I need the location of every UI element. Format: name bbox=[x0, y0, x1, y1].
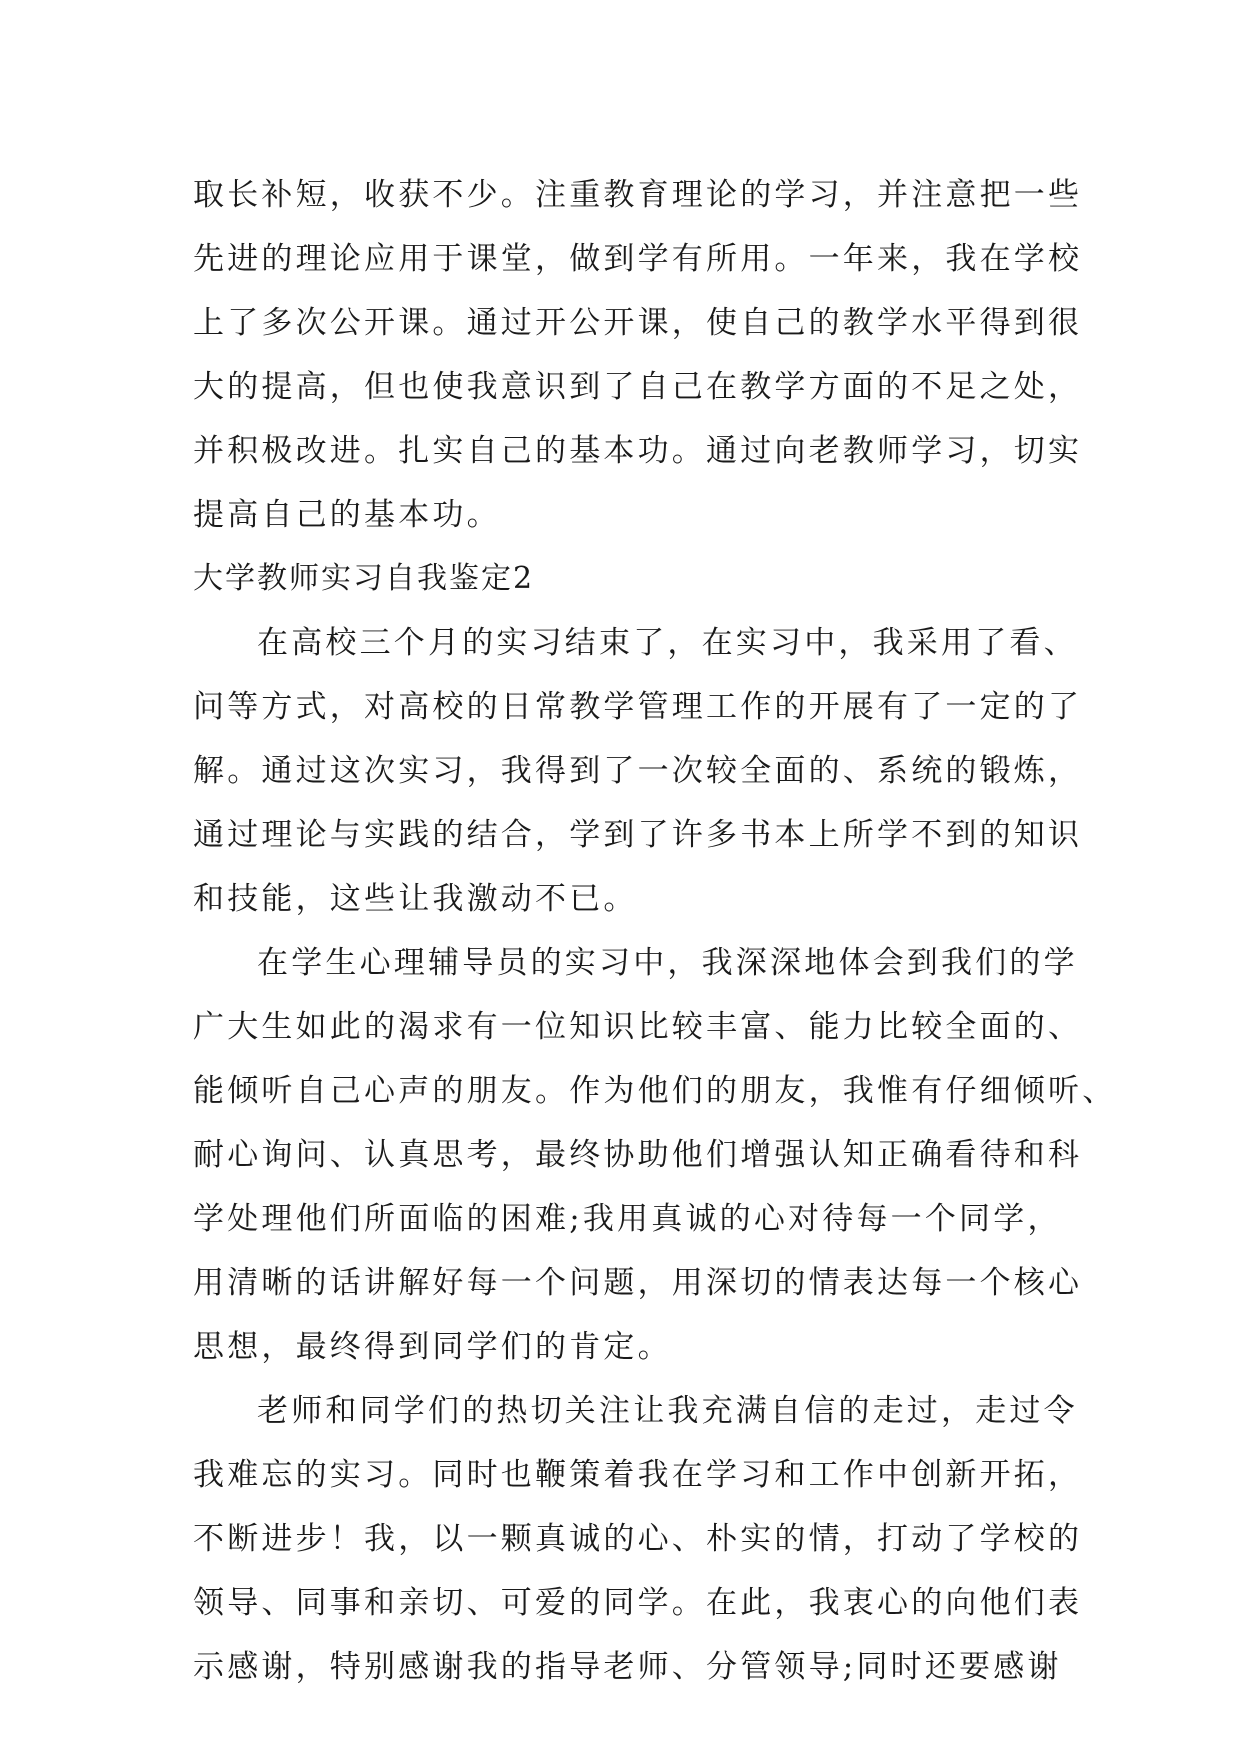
document-body bbox=[193, 163, 1117, 1699]
text-line: 大的提高，但也使我意识到了自己在教学方面的不足之处， bbox=[193, 369, 1083, 405]
text-line: 和技能，这些让我激动不已。 bbox=[193, 881, 638, 917]
text-line: 我难忘的实习。同时也鞭策着我在学习和工作中创新开拓， bbox=[193, 1457, 1083, 1493]
paragraph-2 bbox=[193, 931, 1117, 1379]
text-line: 上了多次公开课。通过开公开课，使自己的教学水平得到很 bbox=[193, 305, 1083, 341]
text-line: 并积极改进。扎实自己的基本功。通过向老教师学习，切实 bbox=[193, 433, 1083, 469]
text-line: 耐心询问、认真思考，最终协助他们增强认知正确看待和科 bbox=[193, 1137, 1083, 1173]
section-heading: 大学教师实习自我鉴定2 bbox=[193, 561, 535, 596]
paragraph-continued bbox=[193, 163, 1083, 547]
text-line: 提高自己的基本功。 bbox=[193, 497, 501, 533]
text-line: 学处理他们所面临的困难;我用真诚的心对待每一个同学， bbox=[193, 1201, 1062, 1237]
text-line: 广大生如此的渴求有一位知识比较丰富、能力比较全面的、 bbox=[193, 1009, 1083, 1045]
text-line: 不断进步！我，以一颗真诚的心、朴实的情，打动了学校的 bbox=[193, 1521, 1083, 1557]
text-line: 思想，最终得到同学们的肯定。 bbox=[193, 1329, 672, 1365]
text-line: 用清晰的话讲解好每一个问题，用深切的情表达每一个核心 bbox=[193, 1265, 1083, 1301]
text-line: 领导、同事和亲切、可爱的同学。在此，我衷心的向他们表 bbox=[193, 1585, 1083, 1621]
text-line: 问等方式，对高校的日常教学管理工作的开展有了一定的了 bbox=[193, 689, 1083, 725]
text-line: 通过理论与实践的结合，学到了许多书本上所学不到的知识 bbox=[193, 817, 1083, 853]
text-line: 在高校三个月的实习结束了，在实习中，我采用了看、 bbox=[257, 625, 1078, 661]
text-line: 示感谢，特别感谢我的指导老师、分管领导;同时还要感谢 bbox=[193, 1649, 1062, 1685]
text-line: 老师和同学们的热切关注让我充满自信的走过，走过令 bbox=[257, 1393, 1078, 1429]
paragraph-1 bbox=[193, 611, 1083, 931]
text-line: 能倾听自己心声的朋友。作为他们的朋友，我惟有仔细倾听、 bbox=[193, 1073, 1117, 1109]
paragraph-3 bbox=[193, 1379, 1083, 1699]
text-line: 解。通过这次实习，我得到了一次较全面的、系统的锻炼， bbox=[193, 753, 1083, 789]
text-line: 取长补短，收获不少。注重教育理论的学习，并注意把一些 bbox=[193, 177, 1083, 213]
text-line: 在学生心理辅导员的实习中，我深深地体会到我们的学 bbox=[257, 945, 1078, 981]
text-line: 先进的理论应用于课堂，做到学有所用。一年来，我在学校 bbox=[193, 241, 1083, 277]
